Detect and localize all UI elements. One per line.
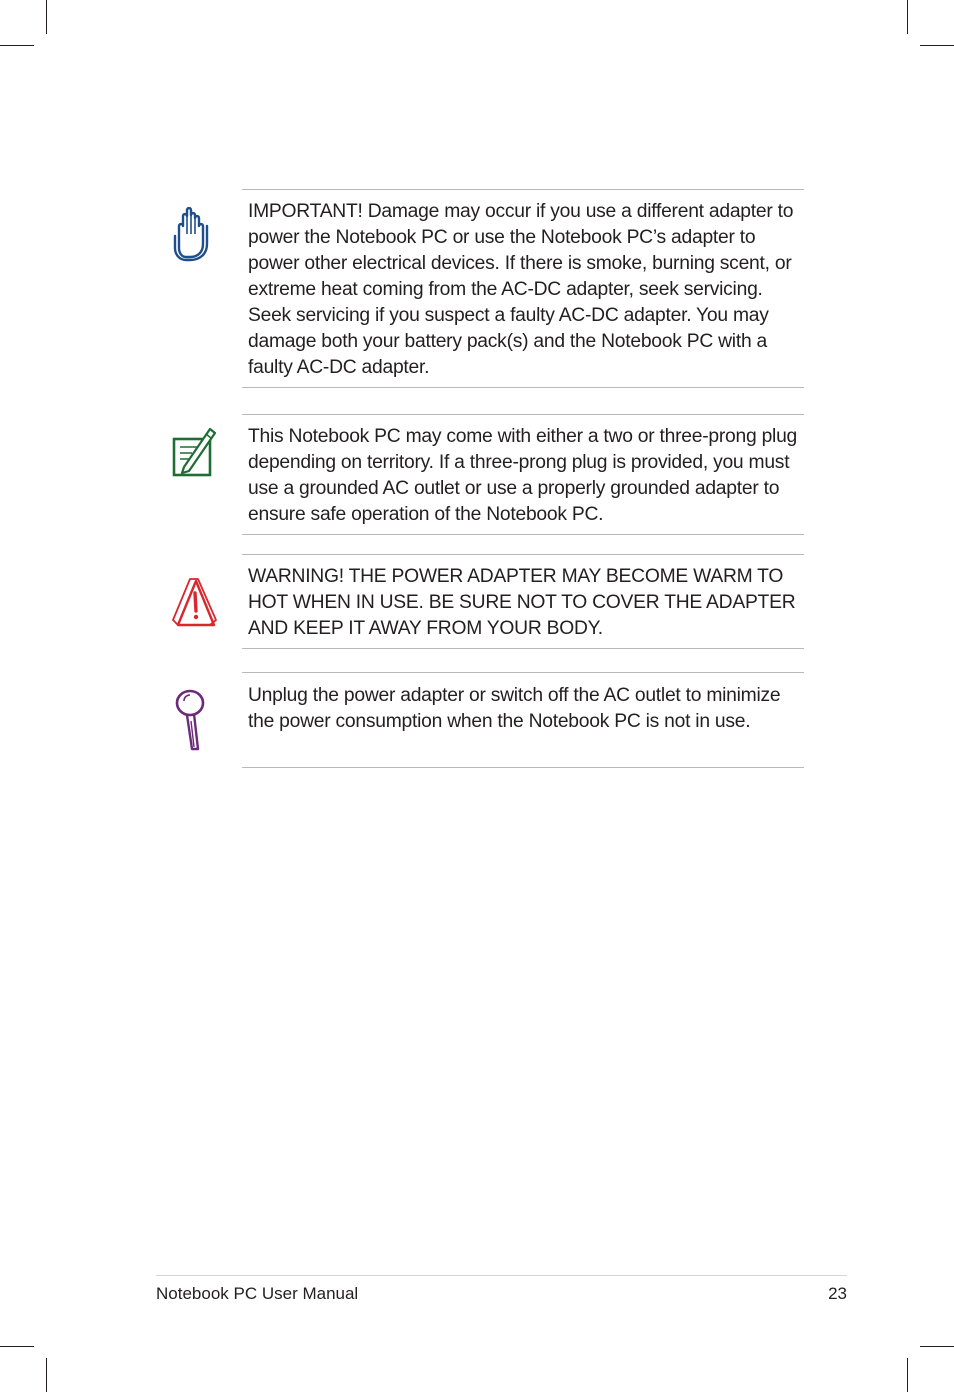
crop-mark xyxy=(46,0,47,34)
important-note xyxy=(242,189,804,388)
tip-note-text: Unplug the power adapter or switch off the AC outlet to minimize the power consumption when the Notebook PC is not in use. xyxy=(248,685,781,732)
tip-note xyxy=(242,672,804,768)
important-note-text: IMPORTANT! Damage may occur if you use a different adapter to power the Notebook PC or use the Notebook PC’s adapter to power other electrical devices. If there is smoke, burning scent, or extreme heat coming from the AC-DC adapter, seek servicing. Seek servicing if you suspect a faulty AC-DC adapter. You may damage both your battery pack(s) and the Notebook PC with a faulty AC-DC adapter. xyxy=(248,201,794,378)
crop-mark xyxy=(907,1358,908,1392)
crop-mark xyxy=(920,45,954,46)
footer-title: Notebook PC User Manual xyxy=(156,1284,359,1303)
crop-mark xyxy=(0,45,34,46)
warning-note xyxy=(242,554,804,649)
info-note-text: This Notebook PC may come with either a two or three-prong plug depending on territory. If a three-prong plug is provided, you must use a grounded AC outlet or use a properly grounded adapter to ensure safe operation of the Notebook PC. xyxy=(248,426,798,525)
footer-rule xyxy=(156,1275,847,1276)
page-number: 23 xyxy=(828,1284,847,1303)
crop-mark xyxy=(0,1346,34,1347)
note-pencil-icon xyxy=(170,425,218,481)
crop-mark xyxy=(920,1346,954,1347)
warning-note-text: WARNING! THE POWER ADAPTER MAY BECOME WARM TO HOT WHEN IN USE. BE SURE NOT TO COVER THE ADAPTER AND KEEP IT AWAY FROM YOUR BODY. xyxy=(248,566,796,639)
warning-triangle-icon xyxy=(170,575,220,631)
info-note xyxy=(242,414,804,535)
crop-mark xyxy=(46,1358,47,1392)
hand-stop-icon xyxy=(170,204,214,262)
magnifier-icon xyxy=(170,687,214,755)
crop-mark xyxy=(907,0,908,34)
